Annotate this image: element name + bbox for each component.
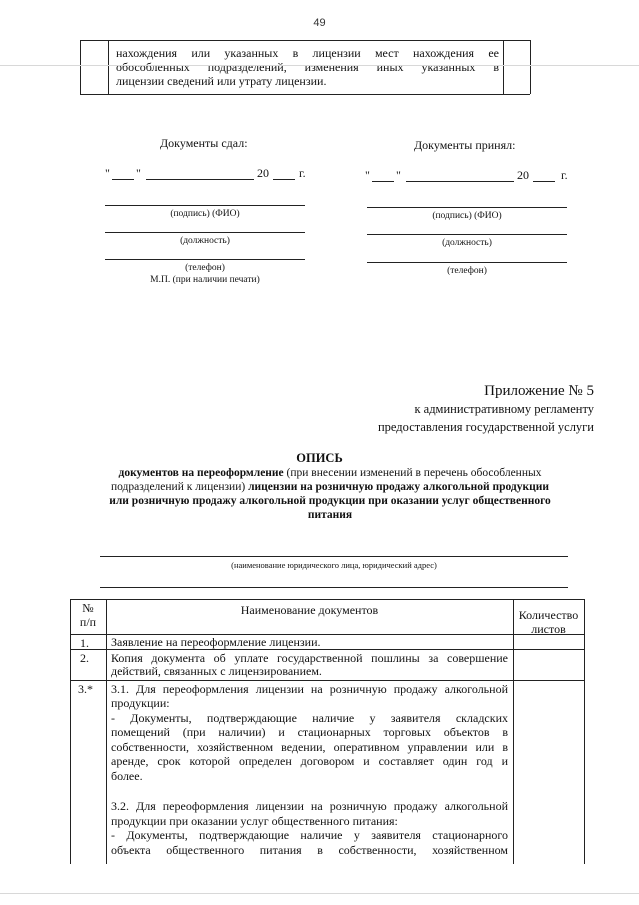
header-qty-line-1: Количество xyxy=(518,608,579,622)
opis-line-2 xyxy=(70,480,590,494)
header-num-line-1: № xyxy=(82,601,94,615)
top-table-line-1: нахождения или указанных в лицензии мест нахождения ее xyxy=(116,46,499,60)
date-quote-open: " xyxy=(105,166,110,180)
opis-line-3: или розничную продажу алкогольной продукции при оказании услуг общественного xyxy=(109,495,551,507)
stamp-caption: М.П. (при наличии печати) xyxy=(150,275,260,285)
position-caption: (должность) xyxy=(442,238,492,248)
row-3-line-3: - Документы, подтверждающие наличие у заявителя складских xyxy=(111,711,508,725)
row-1-text: Заявление на переоформление лицензии. xyxy=(111,635,321,649)
handover-right-title: Документы принял: xyxy=(414,138,516,152)
row-3-num: 3.* xyxy=(78,682,93,696)
header-qty xyxy=(513,608,584,636)
top-table-line-2: обособленных подразделений, изменения иных указанных в xyxy=(116,60,499,74)
header-num-line-2: п/п xyxy=(79,615,97,629)
date-quote-close: " xyxy=(396,168,401,182)
row-3-line-9: 3.2. Для переоформления лицензии на розничную продажу алкогольной xyxy=(111,799,508,813)
page-number: 49 xyxy=(313,17,326,29)
opis-line-1-bold: документов на переоформление xyxy=(118,467,284,479)
phone-caption: (телефон) xyxy=(185,263,225,273)
row-3-line-7: более. xyxy=(111,769,143,783)
row-3-line-12: объекта общественного питания в собственности, хозяйственном xyxy=(111,843,508,857)
row-2-line-2: действий, связанных с лицензированием. xyxy=(111,664,322,678)
handover-left-title: Документы сдал: xyxy=(160,136,248,150)
opis-line-2-bold: лицензии на розничную продажу алкогольной продукции xyxy=(248,481,549,493)
date-quote-close: " xyxy=(136,166,141,180)
date-suffix: г. xyxy=(299,166,306,180)
top-table-line-3: лицензии сведений или утрату лицензии. xyxy=(116,74,327,88)
opis-line-4: питания xyxy=(307,509,353,521)
org-caption: (наименование юридического лица, юридический адрес) xyxy=(231,560,437,570)
signature-caption: (подпись) (ФИО) xyxy=(432,211,502,221)
row-2-line-1: Копия документа об уплате государственной пошлины за совершение xyxy=(111,651,508,665)
row-3-line-2: продукции: xyxy=(111,696,170,710)
opis-heading: ОПИСЬ xyxy=(296,451,343,465)
opis-line-2-normal: подразделений к лицензии) xyxy=(110,481,246,493)
header-num xyxy=(70,601,106,629)
row-3-line-5: собственности, хозяйственном ведении, оперативном управлении или в xyxy=(111,740,508,754)
opis-line-1-normal: (при внесении изменений в перечень обособленных xyxy=(286,467,542,479)
appendix-line-3: предоставления государственной услуги xyxy=(377,420,594,434)
position-caption: (должность) xyxy=(180,236,230,246)
row-3-line-6: аренде, срок которой определен договором и составляет один год и xyxy=(111,754,508,768)
opis-line-1 xyxy=(70,466,590,480)
row-2-num: 2. xyxy=(80,651,89,665)
row-3-line-1: 3.1. Для переоформления лицензии на розничную продажу алкогольной xyxy=(111,682,508,696)
appendix-line-2: к административному регламенту xyxy=(414,402,594,416)
row-1-num: 1. xyxy=(80,636,89,650)
date-year: 20 xyxy=(517,168,529,182)
date-quote-open: " xyxy=(365,168,370,182)
header-qty-line-2: листов xyxy=(531,622,566,636)
row-3-line-10: продукции при оказании услуг общественного питания: xyxy=(111,814,398,828)
header-name: Наименование документов xyxy=(240,603,379,617)
phone-caption: (телефон) xyxy=(447,266,487,276)
date-year: 20 xyxy=(257,166,269,180)
appendix-title: Приложение № 5 xyxy=(484,383,594,399)
date-suffix: г. xyxy=(561,168,568,182)
row-3-line-4: помещений (при наличии) и стационарных торговых объектов в xyxy=(111,725,508,739)
opis-description xyxy=(70,466,590,522)
signature-caption: (подпись) (ФИО) xyxy=(170,209,240,219)
row-3-line-11: - Документы, подтверждающие наличие у заявителя стационарного xyxy=(111,828,508,842)
